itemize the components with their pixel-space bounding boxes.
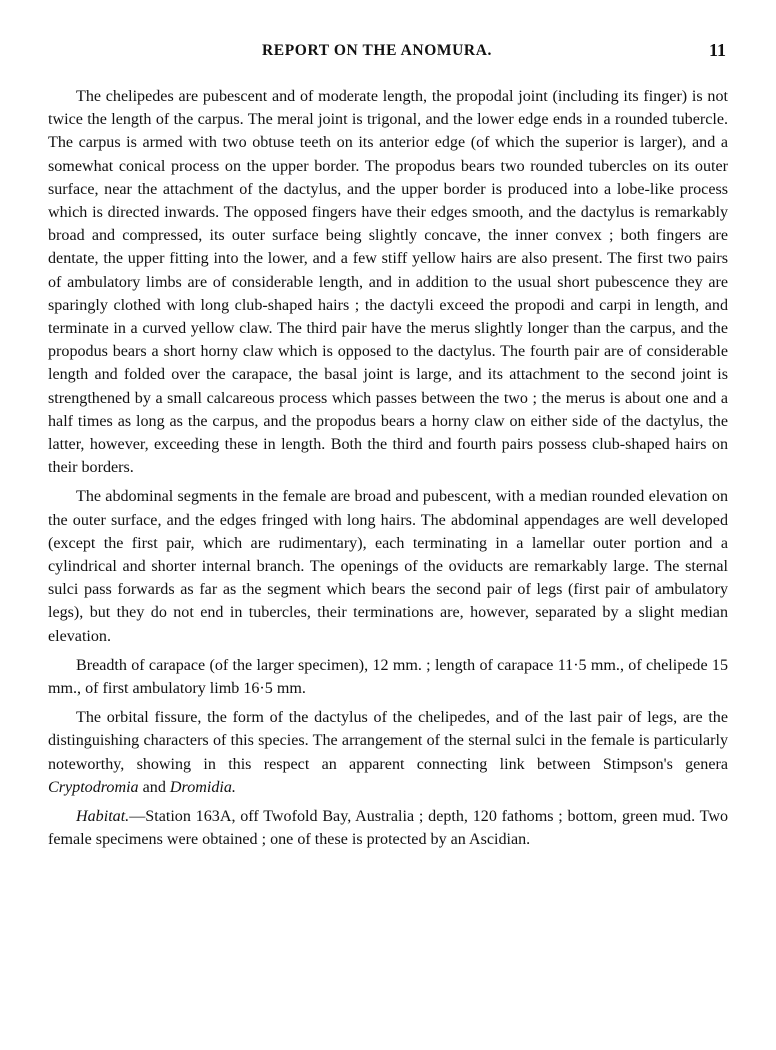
paragraph-abdominal-segments: The abdominal segments in the female are broad and pubescent, with a median rounded elevation on the outer surface, and the edges fringed with long hairs. The abdominal appendages are well developed (except the first pair, which are rudimentary), each terminating in a lamellar outer portion and a cylindrical and shorter internal branch. The openings of the oviducts are remarkably large. The sternal sulci pass forwards as far as the segment which bears the second pair of legs (first pair of ambulatory legs), but they do not end in tubercles, their terminations are, however, separated by a slight median elevation. <box>48 488 728 645</box>
page-header <box>0 40 776 66</box>
genus-name-dromidia: Dromidia. <box>169 778 236 796</box>
genus-name-cryptodromia: Cryptodromia <box>48 778 139 796</box>
conjunction: and <box>142 778 166 796</box>
paragraph-chelipedes: The chelipedes are pubescent and of moderate length, the propodal joint (including its finger) is not twice the length of the carpus. The meral joint is trigonal, and the lower edge ends in a rounded tubercle. The carpus is armed with two obtuse teeth on its anterior edge (of which the superior is larger), and a somewhat conical process on the upper border. The propodus bears two rounded tubercles on its outer surface, near the attachment of the dactylus, and the upper border is produced into a lobe-like process which is directed inwards. The opposed fingers have their edges smooth, and the dactylus is remarkably broad and compressed, its outer surface being slightly concave, the inner convex ; both fingers are dentate, the upper fitting into the lower, and a few stiff yellow hairs are also present. The first two pairs of ambulatory limbs are of considerable length, and in addition to the usual short pubescence they are sparingly clothed with long club-shaped hairs ; the dactyli exceed the propodi and carpi in length, and terminate in a curved yellow claw. The third pair have the merus slightly longer than the carpus, and the propodus bears a short horny claw which is opposed to the dactylus. The fourth pair are of considerable length and folded over the carapace, the basal joint is large, and its attachment to the second joint is strengthened by a small calcareous process which passes between the two ; the merus is about one and a half times as long as the carpus, and the propodus bears a horny claw on either side of the dactylus, the latter, however, exceeding these in length. Both the third and fourth pairs possess club-shaped hairs on their borders. <box>48 88 728 477</box>
habitat-text: —Station 163A, off Twofold Bay, Australia ; depth, 120 fathoms ; bottom, green mud. Two female specimens were obtained ; one of these is protected by an Ascidian. <box>48 808 728 849</box>
paragraph-text: The orbital fissure, the form of the dactylus of the chelipedes, and of the last pair of legs, are the distinguishing characters of this species. The arrangement of the sternal sulci in the female is particularly noteworthy, showing in this respect an apparent connecting link between Stimpson's genera <box>48 709 728 773</box>
body-text <box>48 85 728 852</box>
paragraph-habitat <box>48 805 728 851</box>
running-title: REPORT ON THE ANOMURA. <box>262 42 492 59</box>
paragraph-distinguishing-characters <box>48 706 728 799</box>
page-number: 11 <box>708 40 726 60</box>
habitat-label: Habitat. <box>76 808 130 826</box>
paragraph-measurements: Breadth of carapace (of the larger specimen), 12 mm. ; length of carapace 11·5 mm., of chelipede 15 mm., of first ambulatory limb 16·5 mm. <box>48 656 728 698</box>
